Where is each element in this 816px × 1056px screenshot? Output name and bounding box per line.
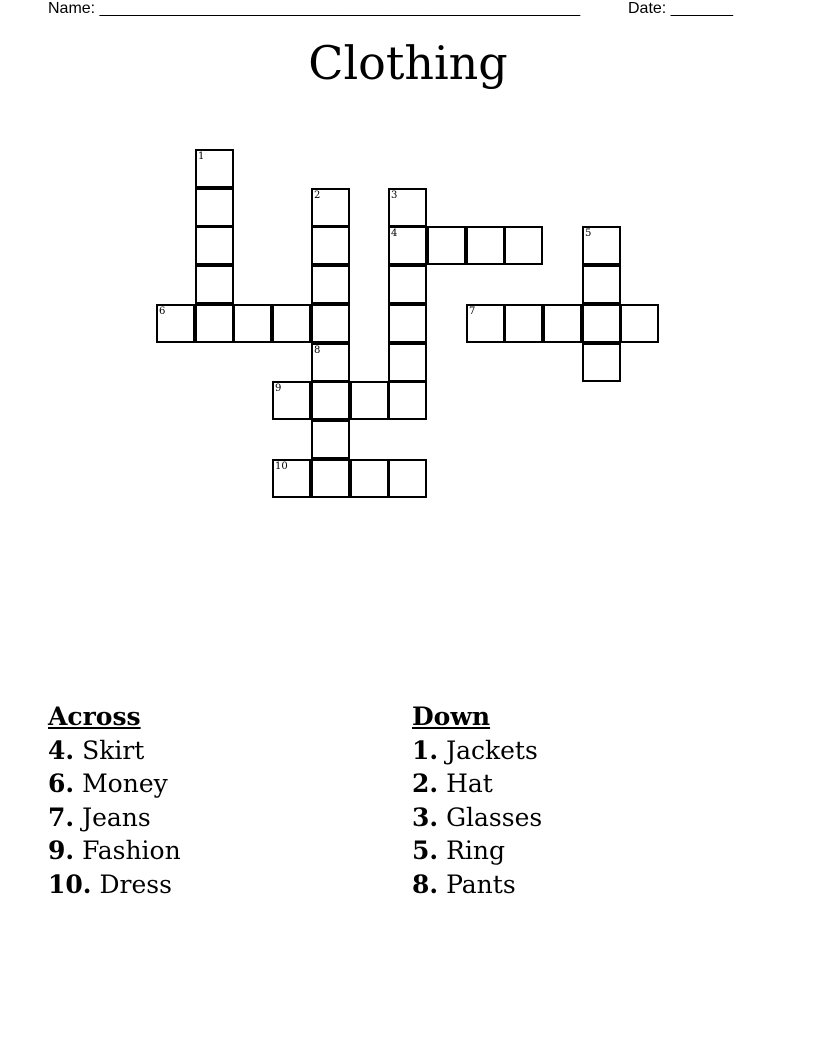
clue-text: Dress [99, 869, 172, 899]
grid-cell[interactable] [195, 226, 234, 265]
grid-cell[interactable] [582, 304, 621, 343]
across-clue [48, 834, 388, 868]
clue-text: Skirt [82, 735, 145, 765]
grid-cell[interactable] [311, 265, 350, 304]
grid-cell[interactable] [388, 459, 427, 498]
page-title: Clothing [308, 36, 508, 90]
clue-number-label: 8 [314, 345, 321, 356]
clue-number: 4. [48, 735, 75, 765]
clue-number-label: 5 [585, 228, 592, 239]
name-field[interactable]: Name: ______________________________________________________ [48, 0, 581, 17]
date-field[interactable]: Date: _______ [628, 0, 733, 17]
clue-number-label: 4 [391, 228, 398, 239]
clue-number-label: 6 [159, 306, 166, 317]
grid-cell[interactable] [388, 226, 427, 265]
across-clue [48, 767, 388, 801]
across-clues [48, 700, 388, 901]
clue-number: 2. [412, 769, 439, 798]
clue-text: Fashion [82, 836, 181, 865]
clue-text: Jeans [82, 802, 151, 832]
clue-number-label: 2 [314, 190, 321, 201]
grid-cell[interactable] [311, 343, 350, 382]
clue-number: 5. [412, 836, 439, 865]
clue-text: Ring [446, 836, 505, 865]
grid-cell[interactable] [311, 381, 350, 420]
grid-cell[interactable] [466, 226, 505, 265]
grid-cell[interactable] [272, 381, 311, 420]
clue-text: Jackets [446, 735, 538, 765]
clue-number: 1. [412, 735, 439, 765]
clue-number: 3. [412, 802, 439, 832]
grid-cell[interactable] [427, 226, 466, 265]
grid-cell[interactable] [195, 149, 234, 188]
crossword-grid [0, 0, 816, 520]
grid-cell[interactable] [350, 459, 389, 498]
grid-cell[interactable] [620, 304, 659, 343]
clue-number: 9. [48, 836, 75, 865]
grid-cell[interactable] [311, 188, 350, 227]
clue-number: 10. [48, 869, 92, 899]
clue-number: 7. [48, 802, 75, 832]
grid-cell[interactable] [388, 304, 427, 343]
clue-number: 6. [48, 769, 75, 798]
grid-cell[interactable] [195, 265, 234, 304]
across-heading: Across [48, 702, 141, 731]
grid-cell[interactable] [311, 459, 350, 498]
clue-number-label: 7 [469, 306, 476, 317]
grid-cell[interactable] [466, 304, 505, 343]
grid-cell[interactable] [504, 226, 543, 265]
grid-cell[interactable] [272, 459, 311, 498]
clue-text: Hat [446, 769, 493, 798]
down-clue [412, 767, 752, 801]
clue-number-label: 10 [275, 461, 288, 472]
grid-cell[interactable] [233, 304, 272, 343]
down-heading: Down [412, 702, 491, 731]
clue-number: 8. [412, 869, 439, 899]
grid-cell[interactable] [350, 381, 389, 420]
across-clue [48, 734, 388, 768]
grid-cell[interactable] [272, 304, 311, 343]
across-clue [48, 868, 388, 902]
grid-cell[interactable] [195, 188, 234, 227]
grid-cell[interactable] [388, 188, 427, 227]
grid-cell[interactable] [388, 265, 427, 304]
grid-cell[interactable] [311, 420, 350, 459]
down-clue [412, 868, 752, 902]
down-clue [412, 834, 752, 868]
clue-text: Money [82, 769, 168, 798]
down-clue [412, 801, 752, 835]
grid-cell[interactable] [543, 304, 582, 343]
grid-cell[interactable] [156, 304, 195, 343]
grid-cell[interactable] [311, 226, 350, 265]
grid-cell[interactable] [388, 381, 427, 420]
grid-cell[interactable] [582, 265, 621, 304]
grid-cell[interactable] [582, 343, 621, 382]
clue-number-label: 1 [198, 151, 205, 162]
across-clue [48, 801, 388, 835]
clue-number-label: 3 [391, 190, 398, 201]
grid-cell[interactable] [582, 226, 621, 265]
grid-cell[interactable] [388, 343, 427, 382]
grid-cell[interactable] [504, 304, 543, 343]
clue-text: Pants [446, 869, 516, 899]
clue-text: Glasses [446, 802, 543, 832]
grid-cell[interactable] [311, 304, 350, 343]
grid-cell[interactable] [195, 304, 234, 343]
clue-number-label: 9 [275, 383, 282, 394]
down-clues [412, 700, 752, 901]
down-clue [412, 734, 752, 768]
